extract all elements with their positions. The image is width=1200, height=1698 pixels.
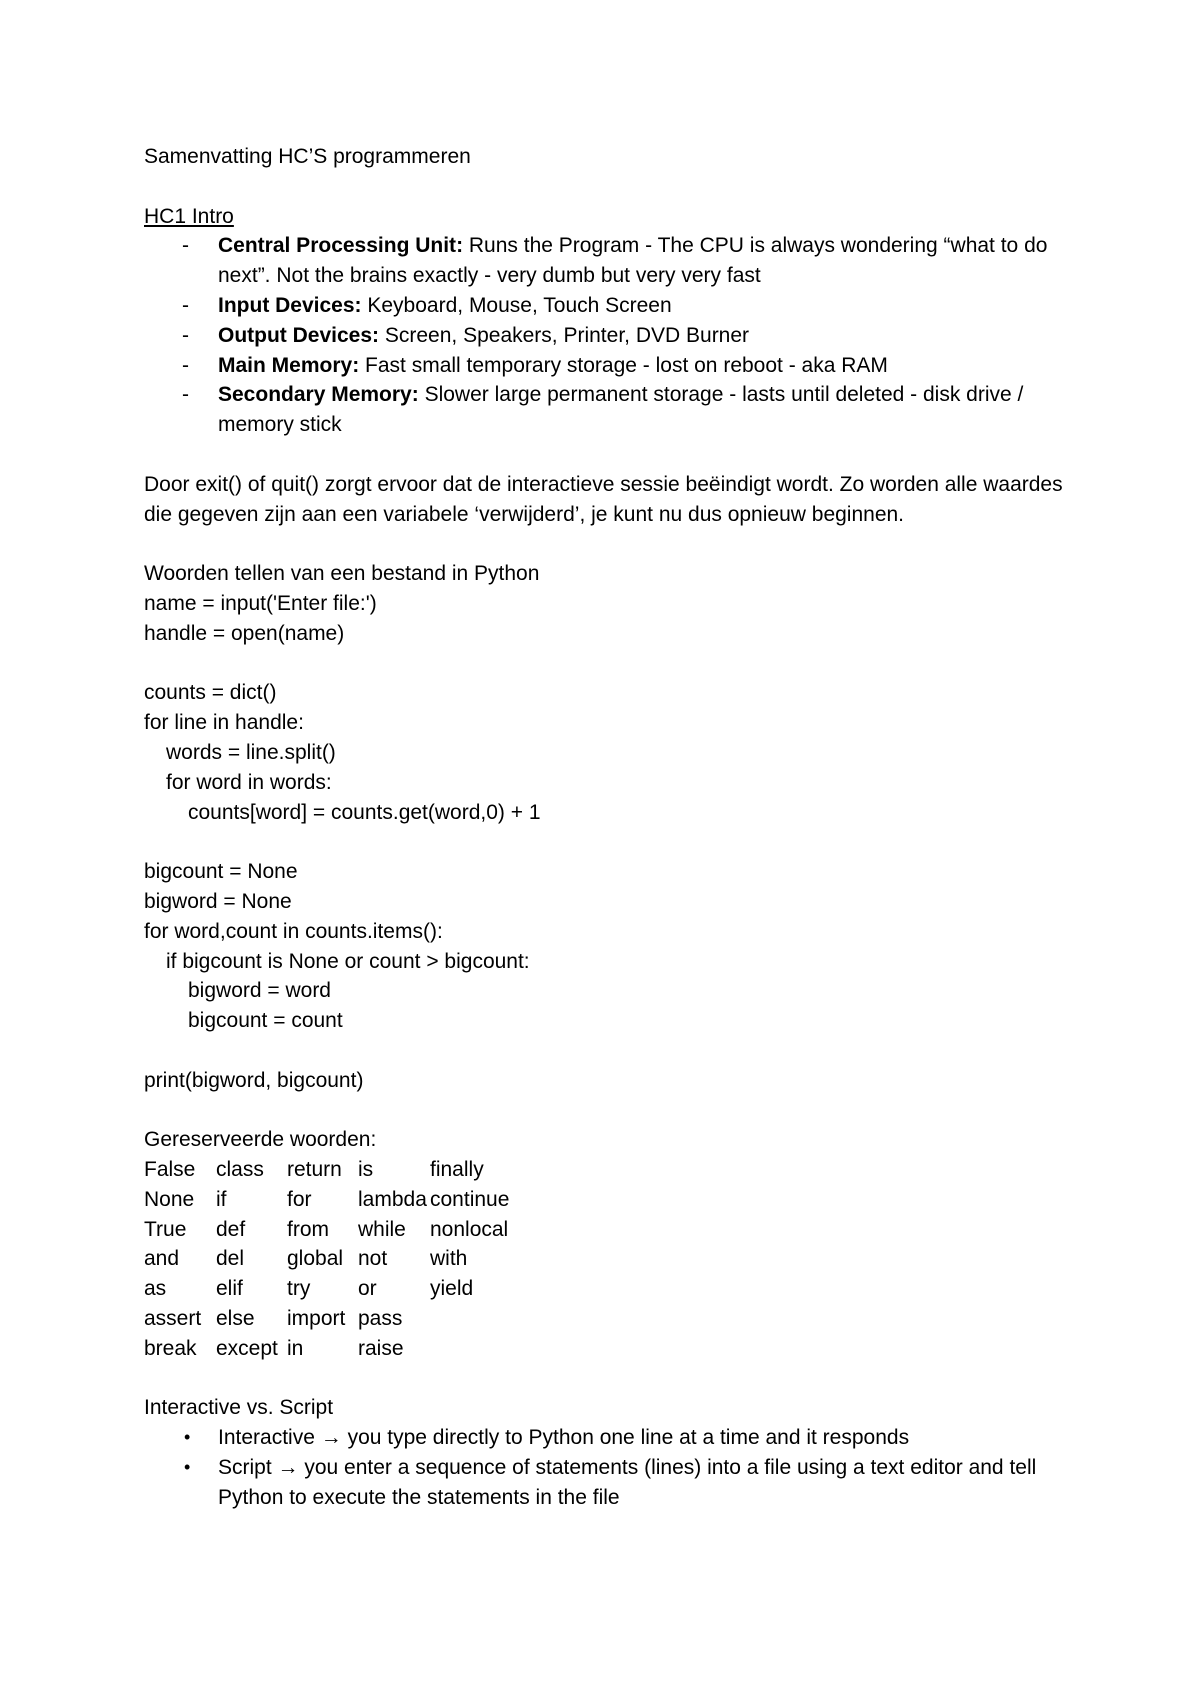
- reserved-word-cell: from: [287, 1217, 329, 1241]
- code-section-heading: Woorden tellen van een bestand in Python: [144, 562, 540, 586]
- item-text: you enter a sequence of statements (lines) into a file using a text editor and tell Python to execute the statements in the file: [218, 1456, 1037, 1509]
- list-item: [144, 321, 1074, 351]
- hc1-definition-list: [144, 231, 1074, 440]
- term-separator: :: [411, 383, 425, 407]
- spacer: [144, 1096, 1074, 1126]
- spacer: [144, 827, 1074, 857]
- reserved-word-cell: in: [287, 1336, 304, 1360]
- reserved-words-row: [144, 1215, 530, 1245]
- dash-marker: -: [182, 234, 189, 258]
- code-line: words = line.split(): [166, 740, 336, 764]
- reserved-word-cell: finally: [430, 1158, 484, 1182]
- code-line: if bigcount is None or count > bigcount:: [166, 949, 530, 973]
- reserved-word-cell: is: [358, 1158, 374, 1182]
- term-description: Slower large permanent storage - lasts until deleted - disk drive / memory stick: [218, 383, 1024, 437]
- spacer: [144, 649, 1074, 679]
- reserved-word-cell: [430, 1334, 530, 1364]
- term-label: Input Devices: [218, 293, 355, 317]
- reserved-word-cell: yield: [430, 1277, 474, 1301]
- reserved-word-cell: [430, 1304, 530, 1334]
- reserved-word-cell: break: [144, 1336, 197, 1360]
- bullet-marker: •: [184, 1427, 191, 1448]
- list-item: [144, 380, 1074, 440]
- arrow-icon: →: [277, 1456, 299, 1480]
- code-line: bigcount = None: [144, 860, 298, 884]
- reserved-word-cell: or: [358, 1277, 377, 1301]
- reserved-word-cell: import: [287, 1307, 346, 1331]
- list-item: [144, 1453, 1074, 1513]
- interactive-vs-script-list: [144, 1423, 1074, 1512]
- reserved-word-cell: global: [287, 1247, 344, 1271]
- code-line: bigword = word: [188, 979, 331, 1003]
- term-description: Keyboard, Mouse, Touch Screen: [367, 293, 672, 317]
- code-line: print(bigword, bigcount): [144, 1068, 364, 1092]
- list-item: [144, 231, 1074, 291]
- reserved-word-cell: False: [144, 1158, 196, 1182]
- reserved-word-cell: class: [216, 1158, 264, 1182]
- reserved-word-cell: continue: [430, 1187, 510, 1211]
- reserved-word-cell: raise: [358, 1336, 404, 1360]
- list-item: [144, 1423, 1074, 1453]
- dash-marker: -: [182, 323, 189, 347]
- reserved-word-cell: del: [216, 1247, 245, 1271]
- term-separator: :: [354, 293, 368, 317]
- reserved-word-cell: return: [287, 1158, 342, 1182]
- reserved-word-cell: assert: [144, 1307, 202, 1331]
- reserved-word-cell: True: [144, 1217, 187, 1241]
- dash-marker: -: [182, 383, 189, 407]
- spacer: [144, 440, 1074, 470]
- term-description: Runs the Program - The CPU is always wondering “what to do next”. Not the brains exactly - very dumb but very very fast: [218, 234, 1048, 288]
- code-line: handle = open(name): [144, 621, 345, 645]
- dash-marker: -: [182, 293, 189, 317]
- term-description: Screen, Speakers, Printer, DVD Burner: [384, 323, 750, 347]
- reserved-words-row: [144, 1155, 530, 1185]
- bullet-marker: •: [184, 1457, 191, 1478]
- reserved-word-cell: not: [358, 1247, 388, 1271]
- list-item: [144, 351, 1074, 381]
- item-label: Script: [218, 1456, 272, 1480]
- reserved-word-cell: nonlocal: [430, 1217, 509, 1241]
- reserved-words-row: [144, 1185, 530, 1215]
- term-description: Fast small temporary storage - lost on reboot - aka RAM: [365, 353, 888, 377]
- reserved-word-cell: def: [216, 1217, 246, 1241]
- reserved-word-cell: elif: [216, 1277, 243, 1301]
- reserved-word-cell: while: [358, 1217, 406, 1241]
- exit-paragraph: Door exit() of quit() zorgt ervoor dat de interactieve sessie beëindigt wordt. Zo worden alle waardes die gegeven zijn aan een variabele ‘verwijderd’, je kunt nu dus opnieuw beginnen.: [144, 472, 1063, 526]
- spacer: [144, 1364, 1074, 1394]
- reserved-words-row: [144, 1304, 530, 1334]
- list-item: [144, 291, 1074, 321]
- code-line: for line in handle:: [144, 711, 304, 735]
- reserved-word-cell: as: [144, 1277, 167, 1301]
- reserved-word-cell: if: [216, 1187, 227, 1211]
- item-label: Interactive: [218, 1426, 315, 1450]
- dash-marker: -: [182, 353, 189, 377]
- term-label: Secondary Memory: [218, 383, 412, 407]
- reserved-words-row: [144, 1334, 530, 1364]
- code-line: for word,count in counts.items():: [144, 919, 443, 943]
- term-label: Central Processing Unit: [218, 234, 457, 258]
- section-heading-hc1: HC1 Intro: [144, 204, 234, 228]
- code-line: name = input('Enter file:'): [144, 591, 377, 615]
- reserved-word-cell: for: [287, 1187, 312, 1211]
- reserved-word-cell: with: [430, 1247, 468, 1271]
- document-page: [144, 142, 1074, 1513]
- item-text: you type directly to Python one line at a time and it responds: [341, 1426, 910, 1450]
- reserved-words-row: [144, 1274, 530, 1304]
- spacer: [144, 529, 1074, 559]
- code-line: counts[word] = counts.get(word,0) + 1: [188, 800, 541, 824]
- term-separator: :: [456, 234, 469, 258]
- code-line: bigword = None: [144, 889, 292, 913]
- code-line: bigcount = count: [188, 1009, 343, 1033]
- interactive-heading: Interactive vs. Script: [144, 1396, 334, 1420]
- arrow-icon: →: [320, 1426, 342, 1450]
- reserved-word-cell: except: [216, 1336, 278, 1360]
- reserved-word-cell: lambda: [358, 1187, 427, 1211]
- term-label: Main Memory: [218, 353, 353, 377]
- reserved-word-cell: pass: [358, 1307, 403, 1331]
- term-label: Output Devices: [218, 323, 373, 347]
- spacer: [144, 1036, 1074, 1066]
- reserved-words-table: [144, 1155, 530, 1364]
- code-line: counts = dict(): [144, 681, 277, 705]
- reserved-words-row: [144, 1244, 530, 1274]
- term-separator: :: [352, 353, 366, 377]
- spacer: [144, 172, 1074, 202]
- term-separator: :: [372, 323, 385, 347]
- code-line: for word in words:: [166, 770, 332, 794]
- reserved-word-cell: None: [144, 1187, 195, 1211]
- reserved-words-heading: Gereserveerde woorden:: [144, 1128, 377, 1152]
- reserved-word-cell: else: [216, 1307, 255, 1331]
- document-title: Samenvatting HC’S programmeren: [144, 145, 471, 168]
- reserved-word-cell: and: [144, 1247, 180, 1271]
- reserved-word-cell: try: [287, 1277, 311, 1301]
